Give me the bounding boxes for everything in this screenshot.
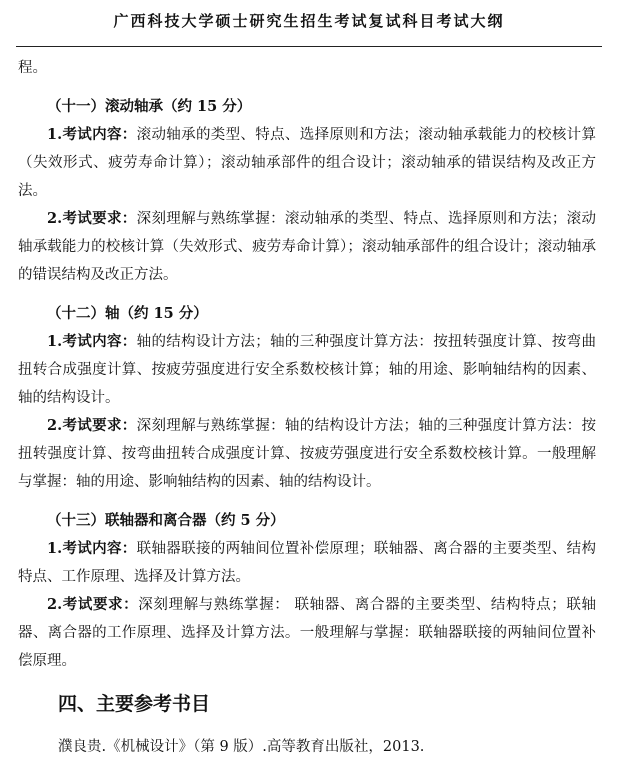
exam-content-text: 联轴器联接的两轴间位置补偿原理；联轴器、离合器的主要类型、结构特点、工作原理、选择及计算方法。: [18, 541, 597, 585]
lead-fragment: 程。: [18, 60, 47, 76]
section-title: （十三）联轴器和离合器（约 5 分）: [47, 512, 285, 529]
exam-requirement: [18, 412, 596, 496]
exam-requirement: [18, 591, 596, 675]
section-title: （十一）滚动轴承（约 15 分）: [47, 98, 252, 115]
section-title: （十二）轴（约 15 分）: [47, 305, 208, 322]
exam-requirement-text: 深刻理解与熟练掌握：滚动轴承的类型、特点、选择原则和方法；滚动轴承载能力的校核计算（失效形式、疲劳寿命计算）；滚动轴承部件的组合设计；滚动轴承的错误结构及改正方法。: [18, 211, 597, 283]
exam-requirement-label: 2.考试要求：: [47, 417, 137, 434]
exam-content-text: 轴的结构设计方法；轴的三种强度计算方法：按扭转强度计算、按弯曲扭转合成强度计算、按疲劳强度进行安全系数校核计算；轴的用途、影响轴结构的因素、轴的结构设计。: [18, 334, 597, 406]
section-shaft: [18, 300, 596, 496]
chapter-title: 四、主要参考书目: [58, 693, 211, 715]
exam-content-text: 滚动轴承的类型、特点、选择原则和方法；滚动轴承载能力的校核计算（失效形式、疲劳寿命计算）；滚动轴承部件的组合设计；滚动轴承的错误结构及改正方法。: [18, 127, 597, 199]
exam-requirement-text: 深刻理解与熟练掌握：轴的结构设计方法；轴的三种强度计算方法：按扭转强度计算、按弯曲扭转合成强度计算、按疲劳强度进行安全系数校核计算。一般理解与掌握：轴的用途、影响轴结构的因素、轴的结构设计。: [18, 418, 597, 490]
exam-content-label: 1.考试内容：: [47, 126, 137, 143]
exam-content-label: 1.考试内容：: [47, 333, 137, 350]
header-rule: [16, 46, 602, 47]
section-coupling-clutch: [18, 507, 596, 675]
exam-content: [18, 328, 596, 412]
document-body: [18, 54, 596, 761]
exam-requirement-label: 2.考试要求：: [47, 210, 137, 227]
exam-requirement-text: 深刻理解与熟练掌握： 联轴器、离合器的主要类型、结构特点；联轴器、离合器的工作原理、选择及计算方法。一般理解与掌握：联轴器联接的两轴间位置补偿原理。: [18, 597, 596, 669]
section-rolling-bearing: [18, 93, 596, 289]
exam-requirement-label: 2.考试要求：: [47, 596, 139, 613]
exam-content: [18, 121, 596, 205]
reference-entry: 濮良贵.《机械设计》（第 9 版）.高等教育出版社，2013.: [58, 739, 425, 755]
page-header: 广西科技大学硕士研究生招生考试复试科目考试大纲: [113, 12, 505, 30]
exam-content: [18, 535, 596, 591]
exam-content-label: 1.考试内容：: [47, 540, 137, 557]
exam-requirement: [18, 205, 596, 289]
